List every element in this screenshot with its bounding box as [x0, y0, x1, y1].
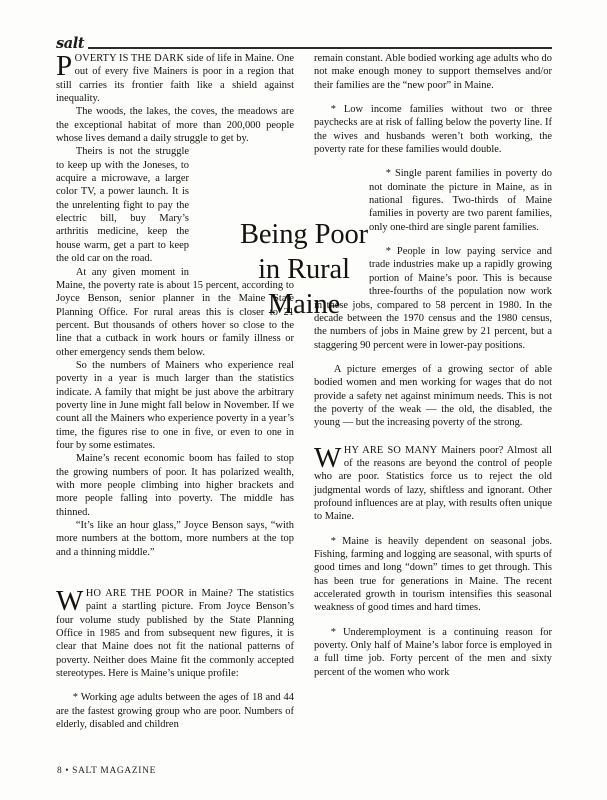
headline-wrap-spacer-top	[189, 145, 294, 271]
drop-cap-w-left: W	[56, 585, 84, 618]
paragraph-left-2: The woods, the lakes, the coves, the meadows are the exceptional habitat of more than 200,000 people whose lives demand a daily struggle to get by.	[56, 106, 294, 145]
masthead-rule	[88, 47, 552, 48]
bullet-right-5: * Underemployment is a continuing reason for poverty. Only half of Maine’s labor force is employed in a full time job. Forty percent of the men and sixty percent of the women who work	[314, 626, 552, 678]
why-small-caps: HY ARE SO MANY	[343, 444, 438, 456]
drop-cap-p: P	[56, 50, 73, 82]
paragraph-left-4: At any given moment in Maine, the poverty rate is about 15 percent, according to Joyce Benson, senior planner in the Maine State Planning Office. For rural areas this is closer to 21 percent. But thousands of others hover so close to the line that a cutback in work hours or family illness or other emergency sends them below.	[56, 266, 294, 358]
lead-small-caps: OVERTY IS THE DARK	[74, 53, 185, 64]
paragraph-left-3-text: Theirs is not the struggle to keep up with the Joneses, to acquire a microwave, a larger color TV, a power launch. It is the unrelenting fight to pay the electric bill, buy Mary’s arthritis medicine, keep the house warm, get a part to keep the old car on the road.	[56, 146, 189, 265]
lead-text: side of life in Maine. One out of every five Mainers is poor in a region that still carries its frontier faith like a shield against inequality.	[56, 53, 295, 105]
footer-separator: •	[65, 766, 70, 776]
bullet-right-2-text: * Single parent families in poverty do not dominate the picture in Maine, as in national figures. Two-thirds of Maine families in poverty are two parent families, only one-third are single parent families.	[369, 168, 552, 233]
page-number: 8	[57, 766, 63, 776]
body-column-left	[56, 52, 294, 732]
bullet-right-4: * Maine is heavily dependent on seasonal jobs. Fishing, farming and logging are seasonal, with spurts of good times and long “down” times to get through. This has been true for generations in Maine. The recent accelerated growth in tourism intensifies this seasonal weakness of good times and hard times.	[314, 535, 552, 614]
paragraph-right-1: remain constant. Able bodied working age adults who do not make enough money to support themselves and/or their families are the “new poor” in Maine.	[314, 53, 552, 91]
headline-line-2: in Rural	[258, 254, 350, 285]
drop-cap-w-right: W	[314, 441, 342, 474]
publication-name: SALT MAGAZINE	[72, 766, 157, 776]
page-footer	[57, 766, 156, 776]
who-text: in Maine? The statistics paint a startling picture. From Joyce Benson’s four volume study published by the State Planning Office in 1985 and from subsequent new figures, it is clear that Maine does not fit the national patterns of poverty. Neither does Maine fit the commonly accepted stereotypes. Here is Maine’s unique profile:	[56, 588, 294, 680]
paragraph-right-picture-emerges: A picture emerges of a growing sector of able bodied women and men working for wages that do not provide a safety net against minimum needs. This is not the poverty of the weak — the old, the disabled, the young — but the increasing poverty of the strong.	[314, 363, 552, 429]
why-text: Mainers poor? Almost all of the reasons are beyond the control of people who are poor. Statistics force us to reject the old judgmental words of lazy, shiftless and ignorant. Other profound influences are at play, with results often unique to Maine.	[314, 444, 553, 523]
paragraph-left-6: Maine’s recent economic boom has failed to stop the growing numbers of poor. It has polarized wealth, with more people climbing into higher brackets and more people falling into poverty. The middle has thinned.	[56, 453, 294, 518]
paragraph-left-5: So the numbers of Mainers who experience real poverty in a year is much larger than the statistics indicate. A family that might be just above the arbitrary poverty line in June might fall below in November. If we count all the Mainers who experience poverty in a year’s time, the figures rise to one in five, or even to one in four by some estimates.	[56, 359, 294, 451]
headline-wrap-spacer-right	[314, 167, 369, 293]
body-column-right	[314, 52, 552, 679]
bullet-right-3: * People in low paying service and trade industries make up a rapidly growing portion of Maine’s poor. This is because three-fourths of the population now work in these jobs, compared to 58 percent in 1980. In the decade between the 1970 census and the 1980 census, the numbers of jobs in Maine grew by 21 percent, but a staggering 90 percent were in lower-pay positions.	[314, 246, 552, 351]
salt-logo: salt	[56, 34, 85, 52]
paragraph-why-so-many	[314, 441, 553, 524]
headline-line-1: Being Poor	[239, 219, 369, 250]
paragraph-who-are-poor	[56, 587, 294, 680]
bullet-right-2	[314, 167, 552, 234]
bullet-left-1: * Working age adults between the ages of 18 and 44 are the fastest growing group who are poor. Numbers of elderly, disabled and children	[56, 692, 294, 731]
masthead	[56, 30, 552, 52]
bullet-right-1: * Low income families without two or three paychecks are at risk of falling below the poverty line. If the wives and husbands weren’t both working, the poverty rate for these families would double.	[314, 104, 552, 156]
paragraph-left-7: “It’s like an hour glass,” Joyce Benson says, “with more numbers at the bottom, more numbers at the top and a thinning middle.”	[56, 520, 294, 558]
paragraph-lead-left	[56, 52, 294, 105]
headline-line-3: Maine	[267, 289, 341, 320]
who-small-caps: HO ARE THE POOR	[85, 588, 185, 600]
paragraph-left-3	[56, 145, 294, 265]
